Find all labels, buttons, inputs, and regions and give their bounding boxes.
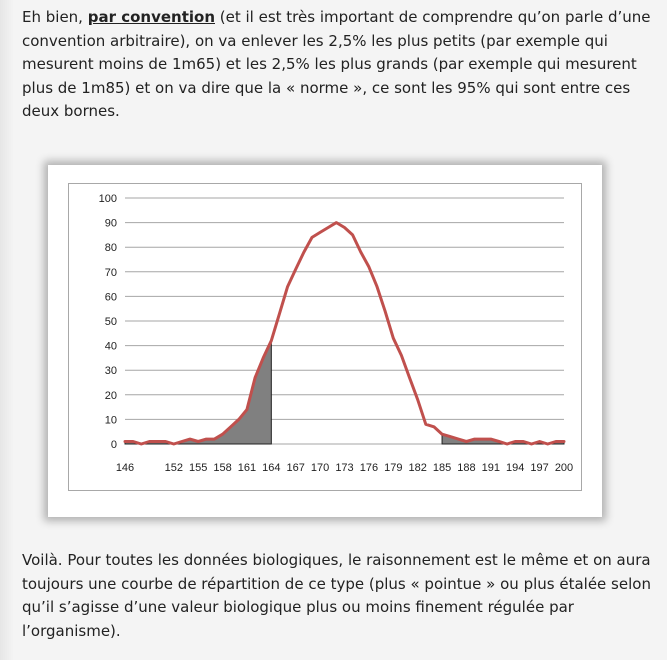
x-tick-label: 176 — [359, 462, 379, 474]
data-point — [246, 409, 247, 410]
data-point — [498, 441, 499, 442]
data-point — [173, 443, 174, 444]
data-point — [189, 439, 190, 440]
x-tick-label: 152 — [164, 462, 183, 474]
data-point — [425, 424, 426, 425]
x-tick-label: 167 — [286, 462, 305, 474]
distribution-curve — [125, 223, 564, 444]
left-edge-decoration — [0, 0, 14, 660]
data-point — [385, 311, 386, 312]
data-point — [409, 377, 410, 378]
data-point — [360, 252, 361, 253]
x-tick-label: 170 — [310, 462, 330, 474]
data-point — [181, 441, 182, 442]
chart-plot-area-border — [68, 183, 582, 491]
data-point — [531, 443, 532, 444]
data-point — [263, 357, 264, 358]
data-point — [466, 441, 467, 442]
y-tick-labels — [99, 193, 117, 451]
data-point — [401, 355, 402, 356]
y-tick-label: 60 — [104, 291, 117, 304]
data-point — [214, 439, 215, 440]
y-tick-label: 100 — [98, 193, 117, 205]
x-tick-label: 185 — [432, 462, 452, 474]
data-point — [336, 222, 337, 223]
data-point — [507, 443, 508, 444]
data-point — [287, 286, 288, 287]
intro-lead: Eh bien, — [22, 8, 88, 26]
data-point — [474, 439, 475, 440]
x-tick-label: 146 — [115, 462, 135, 474]
x-tick-label: 194 — [506, 462, 525, 474]
y-tick-label: 80 — [104, 242, 117, 255]
data-point — [271, 340, 272, 341]
data-point — [124, 441, 125, 442]
data-point — [482, 439, 483, 440]
y-tick-label: 40 — [104, 340, 117, 353]
y-tick-label: 30 — [104, 365, 117, 378]
x-tick-label: 191 — [481, 462, 501, 474]
data-point — [490, 439, 491, 440]
x-tick-label: 155 — [188, 462, 208, 474]
y-tick-label: 70 — [104, 266, 117, 279]
data-point — [523, 441, 524, 442]
data-point — [311, 237, 312, 238]
chart-frame — [48, 165, 602, 517]
data-point — [563, 441, 564, 442]
data-point — [320, 232, 321, 233]
data-point — [222, 434, 223, 435]
data-point — [206, 439, 207, 440]
y-tick-label: 50 — [104, 316, 117, 328]
x-tick-label: 182 — [408, 462, 427, 474]
data-point — [133, 441, 134, 442]
data-point — [352, 234, 353, 235]
curve — [124, 222, 564, 445]
data-point — [165, 441, 166, 442]
data-point — [230, 426, 231, 427]
x-tick-label: 179 — [384, 462, 403, 474]
data-point — [393, 338, 394, 339]
shaded-tails — [125, 341, 564, 444]
y-tick-label: 10 — [104, 414, 117, 427]
data-point — [539, 441, 540, 442]
y-tick-label: 20 — [104, 389, 117, 402]
y-tick-label: 0 — [110, 439, 117, 451]
conclusion-paragraph: Voilà. Pour toutes les données biologiques, le raisonnement est le même et on aura toujours une courbe de répartition de ce type (plus « pointue » ou plus étalée selon qu’il s’agisse d’une valeur biologique plus ou moins finement régulée par l’organisme). — [22, 551, 651, 640]
x-tick-label: 161 — [237, 462, 257, 474]
data-point — [417, 399, 418, 400]
data-point — [547, 443, 548, 444]
grid-lines — [125, 198, 564, 444]
data-point — [149, 441, 150, 442]
data-point — [328, 227, 329, 228]
data-point — [279, 313, 280, 314]
emphasis-par-convention: par convention — [87, 8, 215, 26]
data-point — [157, 441, 158, 442]
data-point — [433, 426, 434, 427]
data-point — [555, 441, 556, 442]
intro-paragraph — [22, 6, 652, 124]
data-point — [141, 443, 142, 444]
x-tick-label: 188 — [457, 462, 476, 474]
data-point — [458, 439, 459, 440]
data-point — [442, 434, 443, 435]
data-point — [344, 227, 345, 228]
data-point — [255, 377, 256, 378]
data-point — [303, 252, 304, 253]
x-tick-label: 197 — [530, 462, 549, 474]
x-tick-label: 173 — [335, 462, 354, 474]
data-point — [368, 266, 369, 267]
y-tick-label: 90 — [104, 217, 117, 230]
x-tick-label: 158 — [213, 462, 232, 474]
data-point — [515, 441, 516, 442]
x-tick-label: 200 — [554, 462, 574, 474]
shaded-tail-left — [125, 341, 271, 444]
data-point — [295, 269, 296, 270]
data-point — [376, 286, 377, 287]
x-tick-labels — [116, 462, 573, 474]
intro-text: (et il est très important de comprendre qu’on parle d’une convention arbitraire), on va enlever les 2,5% les plus petits (par exemple qui mesurent moins de 1m65) et les 2,5% les plus grands (par exemple qui mesurent plus de 1m85) et on va dire que la « norme », ce sont les 95% qui sont entre ces deux bornes. — [22, 8, 651, 120]
x-tick-label: 164 — [262, 462, 281, 474]
data-point — [238, 419, 239, 420]
data-point — [450, 436, 451, 437]
data-point — [198, 441, 199, 442]
distribution-chart — [69, 184, 581, 490]
